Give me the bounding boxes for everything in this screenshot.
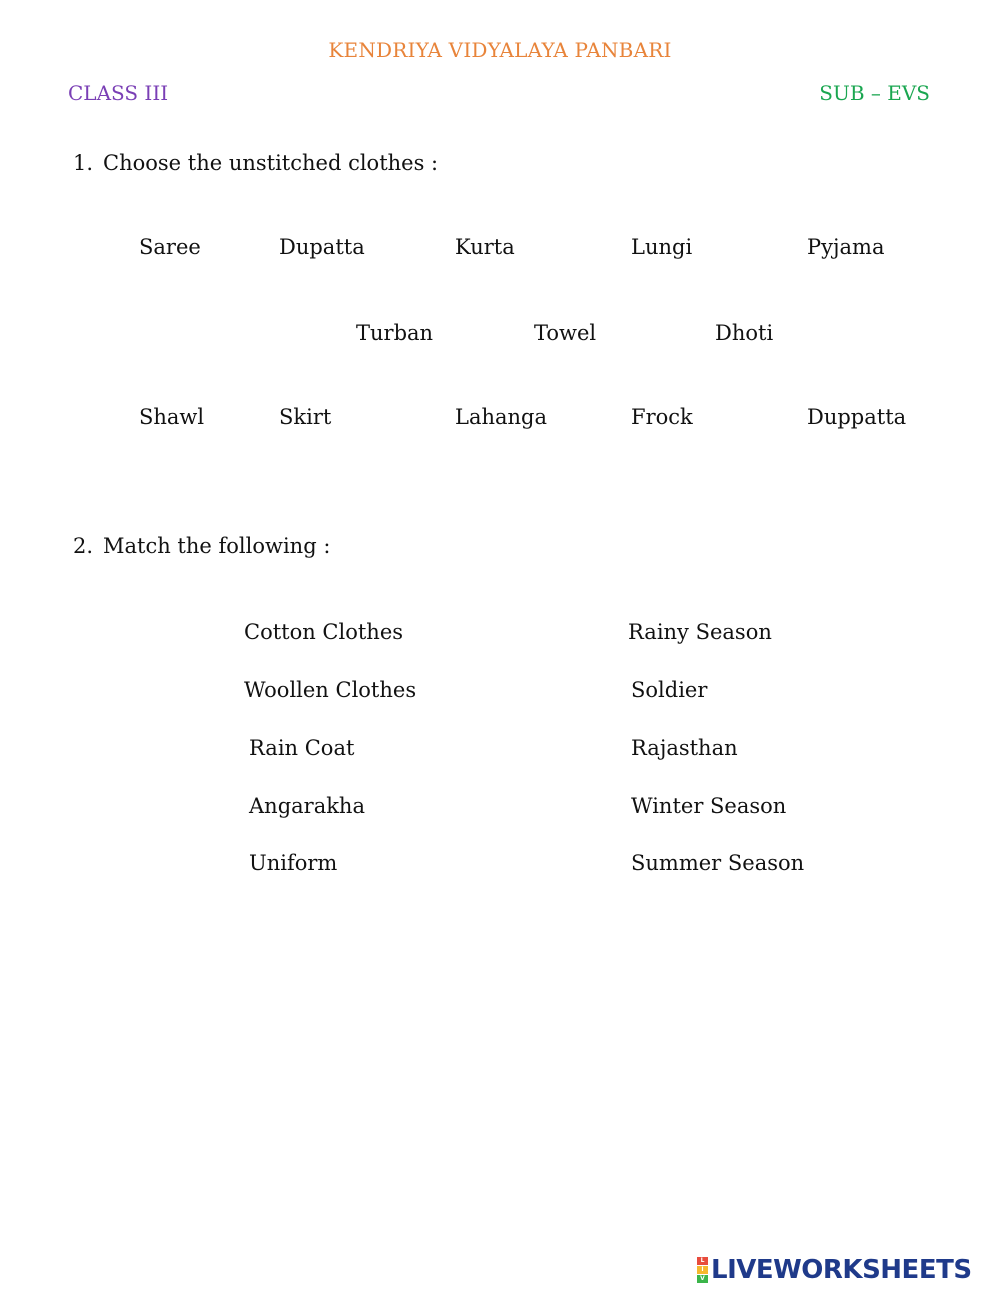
match-left-item[interactable]: Rain Coat: [249, 736, 355, 760]
question-text: Choose the unstitched clothes :: [103, 151, 439, 175]
word-item[interactable]: Lahanga: [455, 405, 547, 429]
question-text: Match the following :: [103, 534, 331, 558]
match-left-item[interactable]: Cotton Clothes: [244, 620, 404, 644]
match-left-item[interactable]: Angarakha: [249, 794, 365, 818]
subject-label: SUB – EVS: [819, 81, 930, 105]
logo-tile: V: [697, 1275, 708, 1283]
liveworksheets-logo[interactable]: [697, 1255, 972, 1285]
word-item[interactable]: Dhoti: [715, 321, 774, 345]
word-item[interactable]: Turban: [356, 321, 434, 345]
word-item[interactable]: Kurta: [455, 235, 515, 259]
question-2: [73, 536, 330, 557]
logo-tile: I: [697, 1266, 708, 1274]
word-item[interactable]: Duppatta: [807, 405, 907, 429]
word-item[interactable]: Saree: [139, 235, 201, 259]
word-item[interactable]: Skirt: [279, 405, 332, 429]
match-right-item[interactable]: Winter Season: [631, 794, 787, 818]
logo-tile: L: [697, 1257, 708, 1265]
question-1: [73, 153, 438, 174]
match-right-item[interactable]: Rainy Season: [628, 620, 772, 644]
match-right-item[interactable]: Summer Season: [631, 851, 805, 875]
match-left-item[interactable]: Woollen Clothes: [244, 678, 417, 702]
match-left-item[interactable]: Uniform: [249, 851, 338, 875]
word-item[interactable]: Towel: [534, 321, 597, 345]
word-item[interactable]: Pyjama: [807, 235, 885, 259]
question-number: 2.: [73, 534, 94, 558]
match-right-item[interactable]: Rajasthan: [631, 736, 738, 760]
logo-text: LIVEWORKSHEETS: [711, 1255, 972, 1285]
word-item[interactable]: Lungi: [631, 235, 693, 259]
match-right-item[interactable]: Soldier: [631, 678, 708, 702]
class-label: CLASS III: [68, 81, 169, 105]
word-item[interactable]: Dupatta: [279, 235, 365, 259]
liveworksheets-logo-icon: [697, 1257, 708, 1283]
question-number: 1.: [73, 151, 94, 175]
word-item[interactable]: Frock: [631, 405, 693, 429]
school-name: KENDRIYA VIDYALAYA PANBARI: [328, 38, 672, 62]
word-item[interactable]: Shawl: [139, 405, 205, 429]
